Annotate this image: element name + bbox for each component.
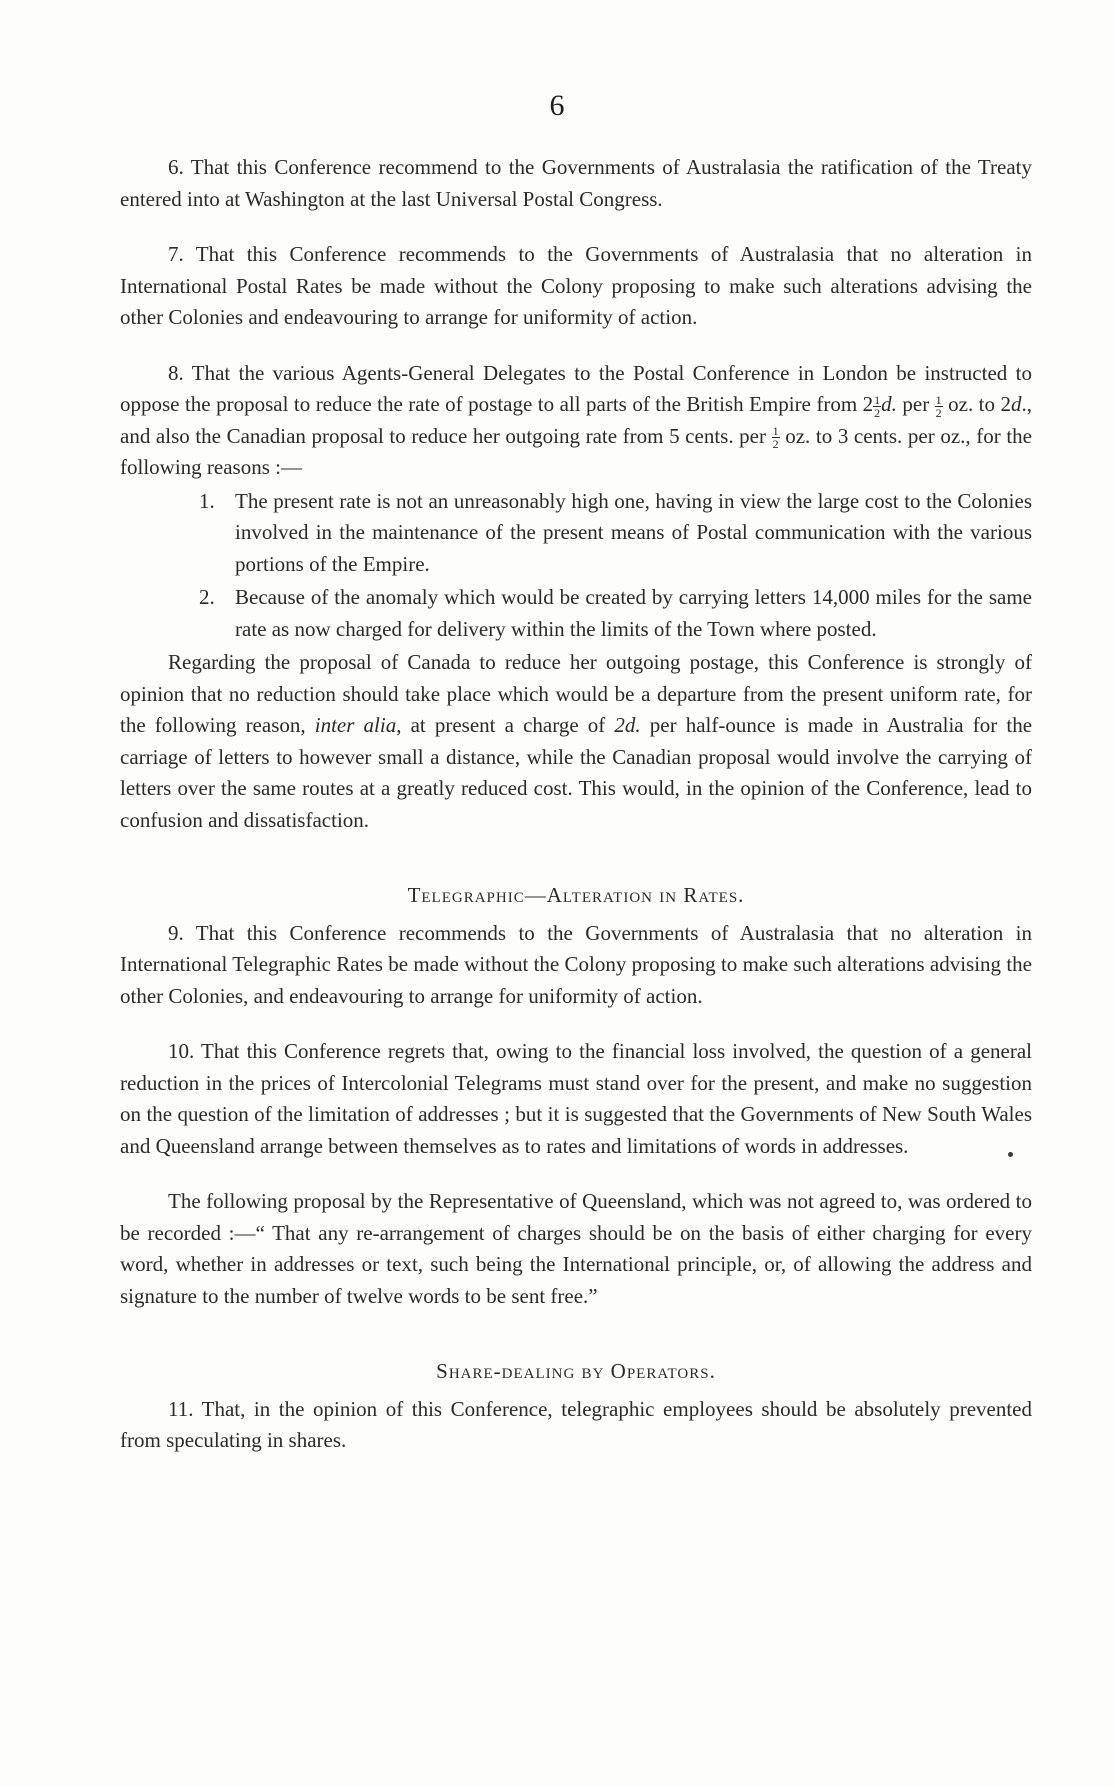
pence-unit: d. [881,392,897,416]
fraction-one-half: $\frac{1}{2}$ [874,392,881,420]
resolution-9: 9. That this Conference recommends to the Governments of Australasia that no alteration in International Telegraphic Rates be made without the Colony proposing to make such alterations advising the other Colonies, and endeavouring to arrange for uniformity of action. [120,920,1032,1008]
resolution-8-text-2: per [896,392,935,416]
resolution-7: 7. That this Conference recommends to the Governments of Australasia that no alteration in International Postal Rates be made without the Colony proposing to make such alterations advising the other Colonies and endeavouring to arrange for uniformity of action. [120,242,1032,329]
regarding-canada-paragraph: Regarding the proposal of Canada to reduce her outgoing postage, this Conference is strongly of opinion that no reduction should take place which would be a departure from the present uniform rate, for the following reason, inter alia, at present a charge of 2d. per half-ounce is made in Australia for the carriage of letters to however small a distance, while the Canadian proposal would involve the carrying of letters over the same routes at a greatly reduced cost. This would, in the opinion of the Conference, lead to confusion and dissatisfaction. [120,650,1033,832]
resolution-8-text-4: ., and also the Canadian proposal to reduce her outgoing rate from 5 cents. per [120,392,1032,448]
fraction-one-half: $\frac{1}{2}$ [772,424,779,452]
reason-item [120,486,1032,581]
section-heading-share-dealing: Share-dealing by Operators. [436,1359,716,1383]
inter-alia: inter alia [314,713,397,737]
resolution-6: 6. That this Conference recommend to the Governments of Australasia the ratification of the Treaty entered into at Washington at the last Universal Postal Congress. [120,155,1032,211]
reason-number: 1. [199,488,215,513]
ink-speck [1008,1152,1013,1157]
two-pence: 2d. [614,713,641,737]
resolution-8-text-5: oz. to 3 cents. per oz., for the following reasons :— [120,423,1032,479]
resolution-8-text-3: oz. to 2 [942,392,1011,416]
pence-unit: d [1011,392,1022,416]
reason-text: The present rate is not an unreasonably high one, having in view the large cost to the Colonies involved in the maintenance of the present means of Postal communication with the various portions of the Empire. [235,488,1032,576]
document-body [120,152,1032,1457]
reason-text: Because of the anomaly which would be created by carrying letters 14,000 miles for the same rate as now charged for delivery within the limits of the Town where posted. [235,585,1032,641]
reason-item [120,582,1032,645]
resolution-11: 11. That, in the opinion of this Conference, telegraphic employees should be absolutely prevented from speculating in shares. [120,1396,1032,1452]
reasons-list [120,486,1032,646]
resolution-8-text-1: 8. That the various Agents-General Delegates to the Postal Conference in London be instructed to oppose the proposal to reduce the rate of postage to all parts of the British Empire from 2 [120,360,1032,416]
section-heading-telegraphic: Telegraphic—Alteration in Rates. [407,883,745,907]
reason-number: 2. [199,585,215,609]
page-number: 6 [549,89,565,122]
resolution-10: 10. That this Conference regrets that, owing to the financial loss involved, the question of a general reduction in the prices of Intercolonial Telegrams must stand over for the present, and make no suggestion on the question of the limitation of addresses ; but it is suggested that the Governments of New South Wales and Queensland arrange between themselves as to rates and limitations of words in addresses. [120,1039,1032,1158]
resolution-8 [120,358,1032,484]
fraction-one-half: $\frac{1}{2}$ [935,392,942,420]
queensland-proposal: The following proposal by the Representative of Queensland, which was not agreed to, was ordered to be recorded :—“ That any re-arrangement of charges should be on the basis of either charging for every word, whether in addresses or text, such being the International principle, or, of allowing the address and signature to the number of twelve words to be sent free.” [120,1189,1032,1308]
